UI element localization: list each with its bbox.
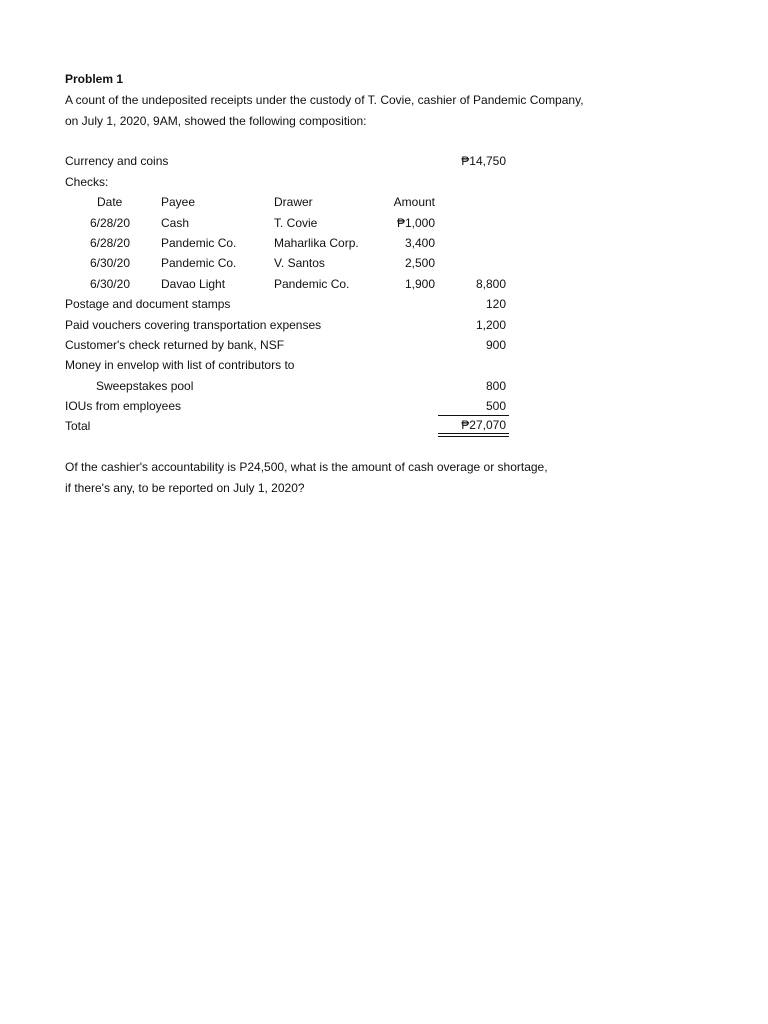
check-row-payee: Pandemic Co. xyxy=(161,256,237,270)
currency-label: Currency and coins xyxy=(65,154,169,168)
check-row-date: 6/30/20 xyxy=(89,256,130,270)
item-label: Sweepstakes pool xyxy=(96,379,194,393)
check-row-payee: Pandemic Co. xyxy=(161,236,237,250)
check-row-date: 6/28/20 xyxy=(89,216,130,230)
total-double-rule xyxy=(438,433,509,437)
item-label: Paid vouchers covering transportation expenses xyxy=(65,318,322,332)
check-row-amount: 2,500 xyxy=(404,256,435,270)
checks-header-payee: Payee xyxy=(161,195,196,209)
check-row-amount: 1,900 xyxy=(404,277,435,291)
checks-header-amount: Amount xyxy=(393,195,435,209)
check-row-drawer: T. Covie xyxy=(274,216,318,230)
item-amount: 500 xyxy=(485,399,506,413)
check-row-drawer: Pandemic Co. xyxy=(274,277,350,291)
checks-label: Checks: xyxy=(65,175,109,189)
currency-amount: ₱14,750 xyxy=(461,154,506,168)
item-amount: 120 xyxy=(485,297,506,311)
check-row-payee: Davao Light xyxy=(161,277,226,291)
item-label: Customer's check returned by bank, NSF xyxy=(65,338,285,352)
checks-header-drawer: Drawer xyxy=(274,195,313,209)
item-amount: 900 xyxy=(485,338,506,352)
subtotal-rule xyxy=(438,415,509,416)
item-amount: 800 xyxy=(485,379,506,393)
checks-total: 8,800 xyxy=(475,277,506,291)
question-line2: if there's any, to be reported on July 1, 2020? xyxy=(65,481,305,495)
check-row-date: 6/28/20 xyxy=(89,236,130,250)
question-line1: Of the cashier's accountability is P24,500, what is the amount of cash overage or shortage, xyxy=(65,460,548,474)
item-label: IOUs from employees xyxy=(65,399,182,413)
total-amount: ₱27,070 xyxy=(461,418,506,432)
item-amount: 1,200 xyxy=(475,318,506,332)
intro-text-line2: on July 1, 2020, 9AM, showed the following composition: xyxy=(65,114,367,128)
check-row-drawer: Maharlika Corp. xyxy=(274,236,359,250)
check-row-amount: 3,400 xyxy=(404,236,435,250)
item-label: Money in envelop with list of contributors to xyxy=(65,358,295,372)
total-label: Total xyxy=(65,419,91,433)
intro-text-line1: A count of the undeposited receipts under the custody of T. Covie, cashier of Pandemic Company, xyxy=(65,93,584,107)
checks-header-date: Date xyxy=(97,195,123,209)
check-row-amount: ₱1,000 xyxy=(396,216,435,230)
check-row-drawer: V. Santos xyxy=(274,256,325,270)
problem-title: Problem 1 xyxy=(65,72,124,86)
check-row-payee: Cash xyxy=(161,216,190,230)
item-label: Postage and document stamps xyxy=(65,297,231,311)
check-row-date: 6/30/20 xyxy=(89,277,130,291)
